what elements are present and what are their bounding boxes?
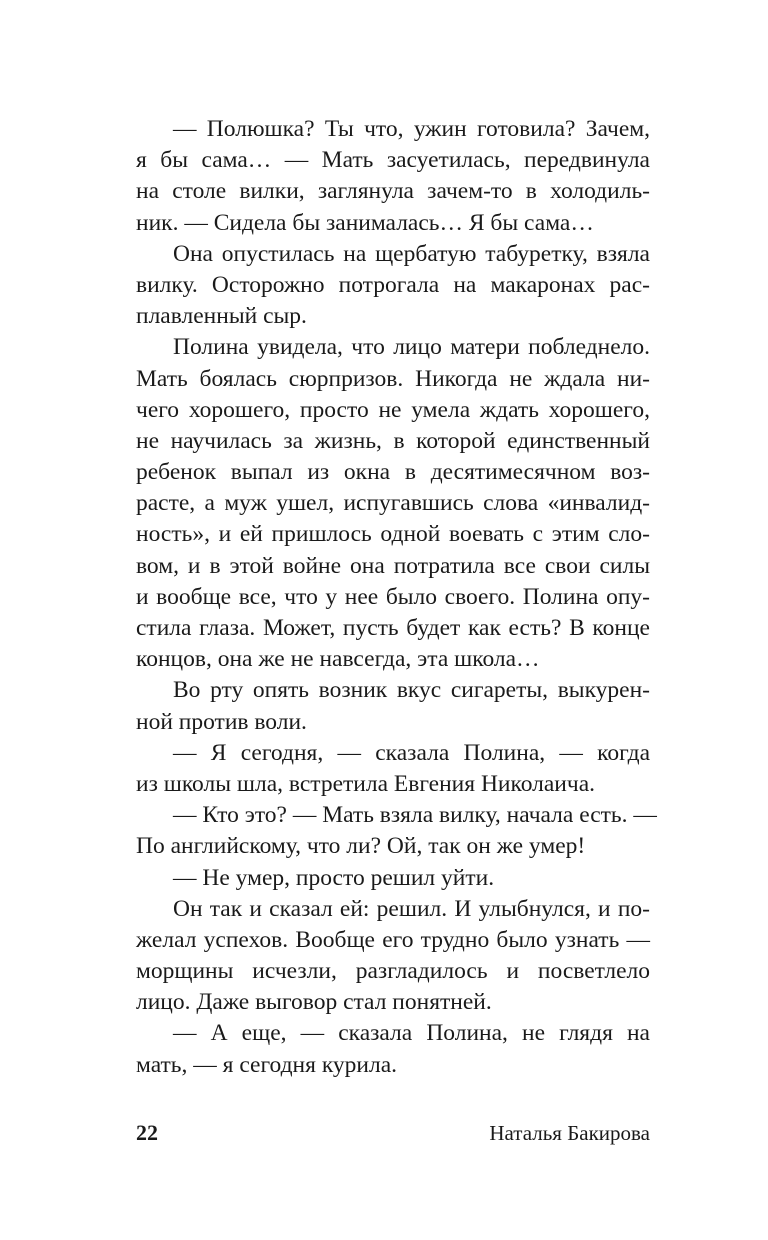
text-line: морщины исчезли, разгладилось и посветлело [136,958,650,985]
text-line: мать, — я сегодня курила. [136,1051,398,1078]
text-line: стила глаза. Может, пусть будет как есть? В конце [136,615,650,641]
text-line: плавленный сыр. [136,303,307,330]
text-line: вилку. Осторожно потрогала на макаронах рас- [136,271,650,298]
running-footer-author: Наталья Бакирова [489,1121,650,1145]
text-line: из школы шла, встретила Евгения Николаича. [136,770,596,797]
body-text [136,114,657,1081]
text-line: расте, а муж ушел, испугавшись слова «инвалид- [136,490,650,517]
text-line: — Кто это? — Мать взяла вилку, начала есть. — [173,802,657,829]
text-line: Мать боялась сюрпризов. Никогда не ждала ни- [136,365,650,392]
text-line: чего хорошего, просто не умела ждать хорошего, [136,396,650,423]
text-line: Она опустилась на щербатую табуретку, взяла [173,240,650,267]
page-number: 22 [136,1120,158,1145]
text-line: не научилась за жизнь, в которой единственный [136,427,650,454]
text-line: на столе вилки, заглянула зачем-то в холодиль- [136,178,650,205]
text-line: Полина увидела, что лицо матери побледнело. [173,334,650,361]
text-line: Он так и сказал ей: решил. И улыбнулся, и по- [173,895,650,922]
text-line: ность», и ей пришлось одной воевать с этим сло- [136,521,650,548]
text-line: — Я сегодня, — сказала Полина, — когда [173,739,650,766]
text-line: желал успехов. Вообще его трудно было узнать — [136,926,650,953]
text-line: ной против воли. [136,708,307,735]
text-line: лицо. Даже выговор стал понятней. [136,989,492,1016]
text-line: По английскому, что ли? Ой, так он же умер! [136,833,586,860]
text-line: концов, она же не навсегда, эта школа… [136,646,540,673]
text-line: я бы сама… — Мать засуетилась, передвинула [136,147,650,174]
page-footer [136,1117,650,1149]
text-line: — Полюшка? Ты что, ужин готовила? Зачем, [173,116,650,142]
text-line: ник. — Сидела бы занималась… Я бы сама… [136,209,594,236]
text-line: — Не умер, просто решил уйти. [173,864,495,891]
text-line: и вообще все, что у нее было своего. Полина опу- [136,583,650,610]
text-line: вом, и в этой войне она потратила все свои силы [136,552,650,579]
text-line: ребенок выпал из окна в десятимесячном воз- [136,459,650,486]
text-line: Во рту опять возник вкус сигареты, выкурен- [173,677,650,704]
text-line: — А еще, — сказала Полина, не глядя на [173,1020,650,1047]
